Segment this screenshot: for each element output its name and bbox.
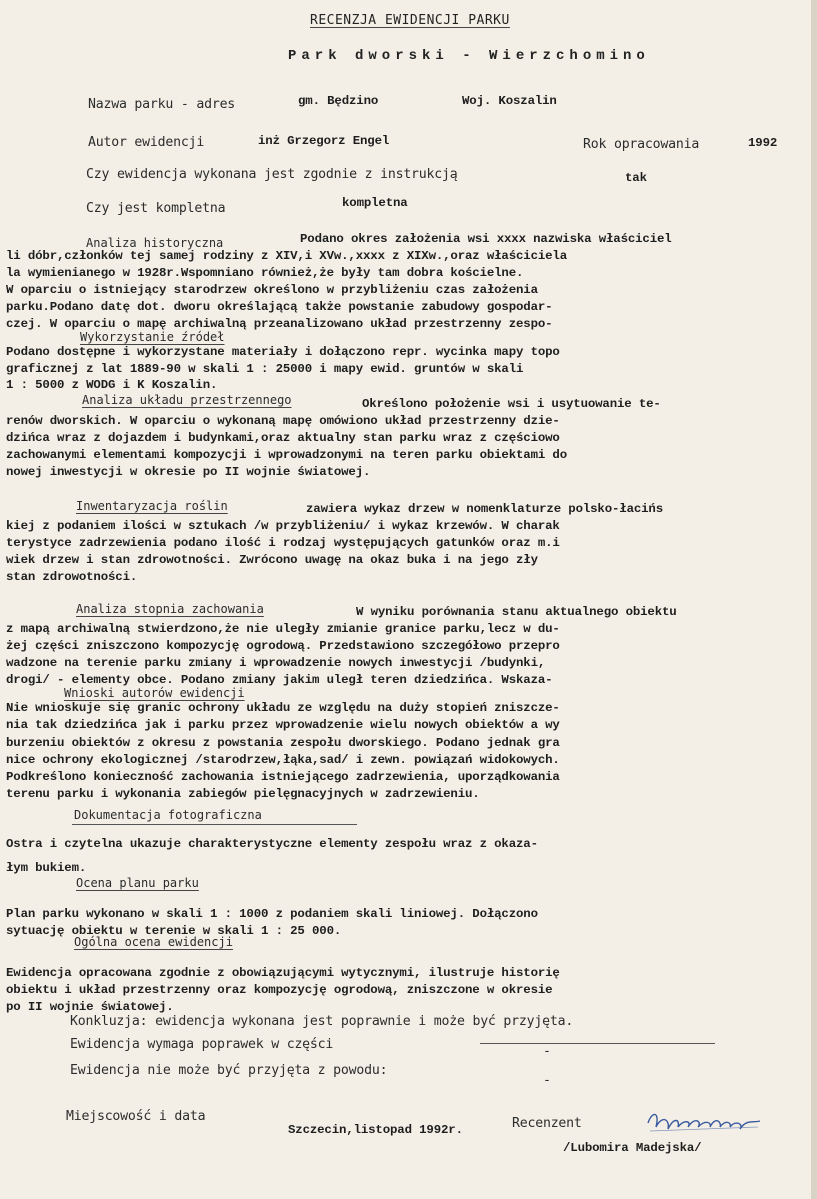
page-subtitle: Park dworski - Wierzchomino (288, 48, 650, 64)
author-value: inż Grzegorz Engel (258, 134, 390, 148)
conclusions-line: terenu parku i wykonania zabiegów pielęgnacyjnych w zadrzewieniu. (6, 787, 480, 801)
place-date-value: Szczecin,listopad 1992r. (288, 1123, 463, 1137)
plan-heading: Ocena planu parku (76, 876, 199, 890)
conclusion-correct: Konkluzja: ewidencja wykonana jest poprawnie i może być przyjęta. (70, 1014, 574, 1029)
photo-line: Ostra i czytelna ukazuje charakterystyczne elementy zespołu wraz z okaza- (6, 837, 538, 851)
reviewer-label: Recenzent (512, 1116, 582, 1131)
plan-line: Plan parku wykonano w skali 1 : 1000 z podaniem skali liniowej. Dołączono (6, 907, 538, 921)
conclusions-heading: Wnioski autorów ewidencji (64, 686, 245, 700)
historical-line: czej. W oparciu o mapę archiwalną przeanalizowano układ przestrzenny zespo- (6, 317, 553, 331)
year-label: Rok opracowania (583, 137, 700, 152)
inventory-line: terystyce zadrzewienia podano ilość i rodzaj występujących gatunków oraz m.i (6, 536, 560, 550)
plan-line: sytuację obiektu w terenie w skali 1 : 25 000. (6, 924, 342, 938)
sources-heading: Wykorzystanie źródeł (80, 330, 225, 344)
rejected-dash: - (543, 1073, 551, 1088)
overall-heading: Ogólna ocena ewidencji (74, 935, 233, 949)
conclusions-line: Podkreślono konieczność zachowania istniejącego zadrzewienia, uporządkowania (6, 770, 560, 784)
corrections-line (480, 1043, 715, 1044)
author-label: Autor ewidencji (88, 135, 205, 150)
overall-line: po II wojnie światowej. (6, 1000, 174, 1014)
park-name-value: gm. Będzino (298, 94, 379, 108)
corrections-dash: - (543, 1044, 551, 1059)
preservation-line: W wyniku porównania stanu aktualnego obiektu (356, 605, 677, 619)
sources-line: 1 : 5000 z WODG i K Koszalin. (6, 378, 218, 392)
preservation-line: wadzone na terenie parku zmiany i wprowadzenie nowych inwestycji /budynki, (6, 656, 546, 670)
photo-underline (72, 824, 357, 825)
conclusion-rejected: Ewidencja nie może być przyjęta z powodu: (70, 1063, 388, 1078)
compliance-label: Czy ewidencja wykonana jest zgodnie z instrukcją (86, 167, 458, 182)
spatial-heading: Analiza układu przestrzennego (82, 393, 292, 407)
conclusion-corrections: Ewidencja wymaga poprawek w części (70, 1037, 334, 1052)
preservation-line: drogi/ - elementy obce. Podano zmiany jakim uległ teren dziedzińca. Wskaza- (6, 673, 553, 687)
historical-line: Podano okres założenia wsi xxxx nazwiska właściciel (300, 232, 672, 246)
sources-line: Podano dostępne i wykorzystane materiały i dołączono repr. wycinka mapy topo (6, 345, 560, 359)
conclusions-line: Nie wnioskuje się granic ochrony układu ze względu na duży stopień zniszcze- (6, 701, 560, 715)
preservation-heading: Analiza stopnia zachowania (76, 602, 264, 616)
spatial-line: renów dworskich. W oparciu o wykonaną mapę omówiono układ przestrzenny dzie- (6, 414, 560, 428)
conclusions-line: nice ochrony ekologicznej /starodrzew,łąka,sad/ i zewn. powiązań widokowych. (6, 753, 560, 767)
spatial-line: dzińca wraz z dojazdem i budynkami,oraz aktualny stan parku wraz z częściowo (6, 431, 560, 445)
reviewer-name: /Lubomira Madejska/ (563, 1141, 702, 1155)
overall-line: Ewidencja opracowana zgodnie z obowiązującymi wytycznymi, ilustruje historię (6, 966, 560, 980)
compliance-value: tak (625, 171, 647, 185)
preservation-line: z mapą archiwalną stwierdzono,że nie uległy zmianie granice parku,lecz w du- (6, 622, 560, 636)
inventory-heading: Inwentaryzacja roślin (76, 499, 228, 513)
year-value: 1992 (748, 136, 778, 150)
inventory-line: zawiera wykaz drzew w nomenklaturze polsko-łacińs (306, 502, 663, 516)
conclusions-line: burzeniu obiektów z okresu z powstania zespołu dworskiego. Podano jednak gra (6, 736, 560, 750)
inventory-line: kiej z podaniem ilości w sztukach /w przybliżeniu/ i wykaz krzewów. W charak (6, 519, 560, 533)
preservation-line: żej części zniszczono kompozycję ogrodową. Przedstawiono szczegółowo przepro (6, 639, 560, 653)
historical-heading: Analiza historyczna (86, 236, 224, 250)
spatial-line: nowej inwestycji w okresie po II wojnie światowej. (6, 465, 371, 479)
historical-line: W oparciu o istniejący starodrzew określono w przybliżeniu czas założenia (6, 283, 538, 297)
photo-line: łym bukiem. (6, 861, 87, 875)
park-name-label: Nazwa parku - adres (88, 97, 236, 112)
historical-line: la wymienianego w 1928r.Wspomniano również,że były tam dobra kościelne. (6, 266, 524, 280)
spatial-line: zachowanymi elementami kompozycji i wprowadzonymi na teren parku obiektami do (6, 448, 567, 462)
historical-line: parku.Podano datę dot. dworu określającą także powstanie zabudowy gospodar- (6, 300, 553, 314)
inventory-line: stan zdrowotności. (6, 570, 138, 584)
sources-line: graficznej z lat 1889-90 w skali 1 : 25000 i mapy ewid. gruntów w skali (6, 362, 524, 376)
place-date-label: Miejscowość i data (66, 1109, 206, 1124)
complete-value: kompletna (342, 196, 408, 210)
conclusions-line: nia tak dziedzińca jak i parku przez wprowadzenie wielu nowych obiektów a wy (6, 718, 560, 732)
overall-line: obiektu i układ przestrzenny oraz kompozycję ogrodową, zniszczone w okresie (6, 983, 553, 997)
page-edge (811, 0, 817, 1199)
handwritten-signature (640, 1105, 770, 1137)
photo-heading: Dokumentacja fotograficzna (74, 808, 262, 822)
complete-label: Czy jest kompletna (86, 201, 226, 216)
spatial-line: Określono położenie wsi i usytuowanie te- (362, 397, 661, 411)
inventory-line: wiek drzew i stan zdrowotności. Zwrócono uwagę na okaz buka i na jego zły (6, 553, 538, 567)
voivodeship-value: Woj. Koszalin (462, 94, 557, 108)
historical-line: li dóbr,członków tej samej rodziny z XIV,i XVw.,xxxx z XIXw.,oraz właściciela (6, 249, 567, 263)
page-title: RECENZJA EWIDENCJI PARKU (310, 13, 510, 28)
